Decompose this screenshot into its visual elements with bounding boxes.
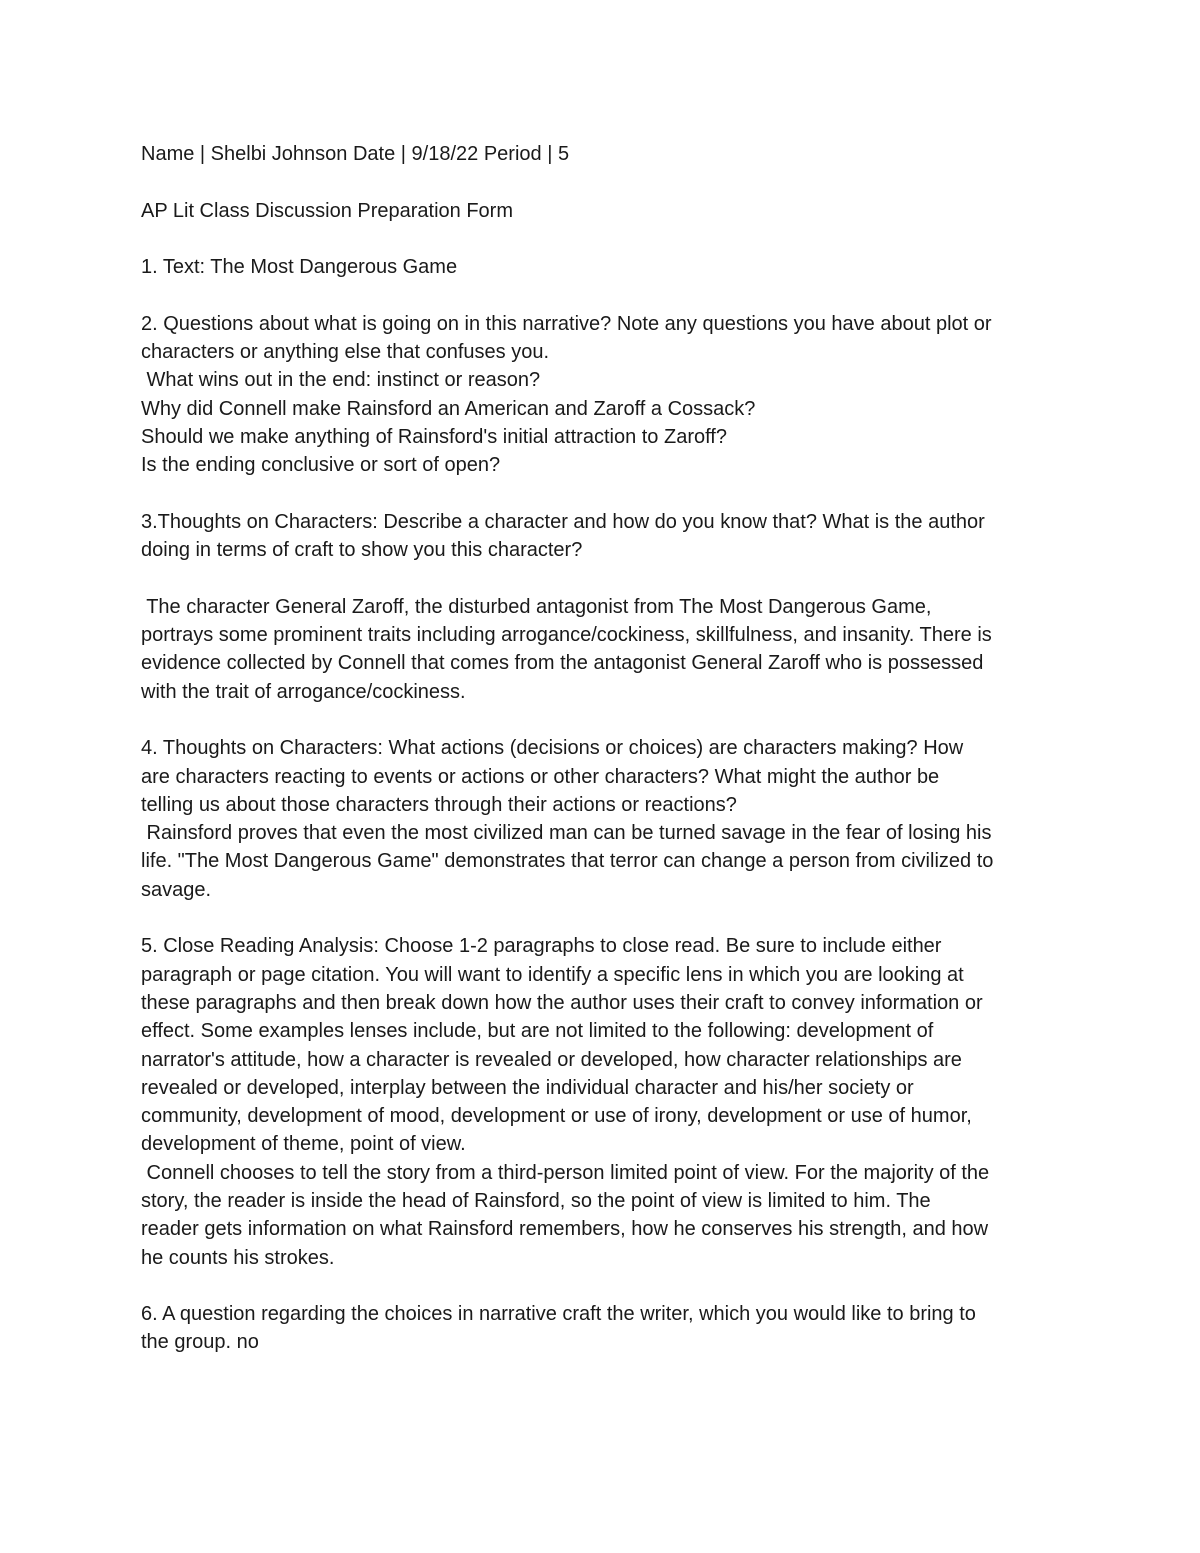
document-page: [141, 140, 1071, 1357]
question-6: [141, 1300, 1071, 1357]
question-5-prompt-line: narrator's attitude, how a character is revealed or developed, how character relationships are: [141, 1048, 962, 1071]
spacer: [141, 904, 1071, 932]
question-3-answer-line: with the trait of arrogance/cockiness.: [141, 680, 466, 703]
question-5-prompt-line: 5. Close Reading Analysis: Choose 1-2 paragraphs to close read. Be sure to include either: [141, 935, 942, 958]
name-date-period: Name | Shelbi Johnson Date | 9/18/22 Period | 5: [141, 143, 570, 165]
form-title: AP Lit Class Discussion Preparation Form: [141, 199, 513, 222]
spacer: [141, 281, 1071, 309]
question-5-prompt-line: these paragraphs and then break down how the author uses their craft to convey information or: [141, 991, 983, 1014]
question-4-answer-line: life. "The Most Dangerous Game" demonstrates that terror can change a person from civilized to: [141, 850, 994, 873]
question-5-prompt-line: revealed or developed, interplay between the individual character and his/her society or: [141, 1076, 914, 1099]
question-5-prompt-line: community, development of mood, development or use of irony, development or use of humor,: [141, 1105, 972, 1128]
question-5-prompt-line: development of theme, point of view.: [141, 1133, 466, 1156]
question-2-answer-line: What wins out in the end: instinct or reason?: [141, 369, 541, 392]
question-2-answer-line: Is the ending conclusive or sort of open?: [141, 454, 501, 477]
question-1-text: 1. Text: The Most Dangerous Game: [141, 256, 458, 279]
question-5-answer-line: Connell chooses to tell the story from a third-person limited point of view. For the majority of the: [141, 1161, 990, 1184]
question-3-prompt-line: 3.Thoughts on Characters: Describe a character and how do you know that? What is the author: [141, 510, 985, 533]
spacer: [141, 1272, 1071, 1300]
question-4: [141, 734, 1071, 904]
question-6-prompt-line: 6. A question regarding the choices in narrative craft the writer, which you would like to bring to: [141, 1303, 976, 1326]
question-2-prompt-line: 2. Questions about what is going on in this narrative? Note any questions you have about plot or: [141, 312, 992, 335]
spacer: [141, 168, 1071, 196]
question-3-answer-line: evidence collected by Connell that comes from the antagonist General Zaroff who is possessed: [141, 652, 984, 675]
spacer: [141, 706, 1071, 734]
question-4-answer-line: Rainsford proves that even the most civilized man can be turned savage in the fear of losing his: [141, 822, 992, 845]
question-5-prompt-line: paragraph or page citation. You will want to identify a specific lens in which you are looking at: [141, 963, 964, 986]
question-3-answer-line: portrays some prominent traits including arrogance/cockiness, skillfulness, and insanity. There is: [141, 624, 992, 647]
question-3-prompt-line: doing in terms of craft to show you this character?: [141, 539, 583, 562]
question-4-prompt-line: 4. Thoughts on Characters: What actions (decisions or choices) are characters making? How: [141, 737, 964, 760]
question-5-answer-line: reader gets information on what Rainsford remembers, how he conserves his strength, and how: [141, 1218, 989, 1241]
question-3: [141, 508, 1071, 706]
question-5-answer-line: story, the reader is inside the head of Rainsford, so the point of view is limited to him. The: [141, 1189, 931, 1212]
header-line: [141, 140, 1071, 168]
question-6-prompt-line: the group. no: [141, 1331, 259, 1354]
question-2: [141, 310, 1071, 480]
question-2-answer-line: Should we make anything of Rainsford's initial attraction to Zaroff?: [141, 425, 727, 448]
spacer: [141, 480, 1071, 508]
question-5-prompt-line: effect. Some examples lenses include, but are not limited to the following: development of: [141, 1020, 934, 1043]
question-4-prompt-line: telling us about those characters through their actions or reactions?: [141, 793, 737, 816]
question-2-prompt-line: characters or anything else that confuses you.: [141, 341, 550, 364]
spacer: [141, 564, 1071, 592]
spacer: [141, 225, 1071, 253]
question-3-answer-line: The character General Zaroff, the disturbed antagonist from The Most Dangerous Game,: [141, 595, 932, 618]
question-2-answer-line: Why did Connell make Rainsford an American and Zaroff a Cossack?: [141, 397, 756, 420]
question-4-prompt-line: are characters reacting to events or actions or other characters? What might the author be: [141, 765, 940, 788]
question-5: [141, 932, 1071, 1272]
question-4-answer-line: savage.: [141, 878, 212, 901]
question-5-answer-line: he counts his strokes.: [141, 1246, 335, 1269]
